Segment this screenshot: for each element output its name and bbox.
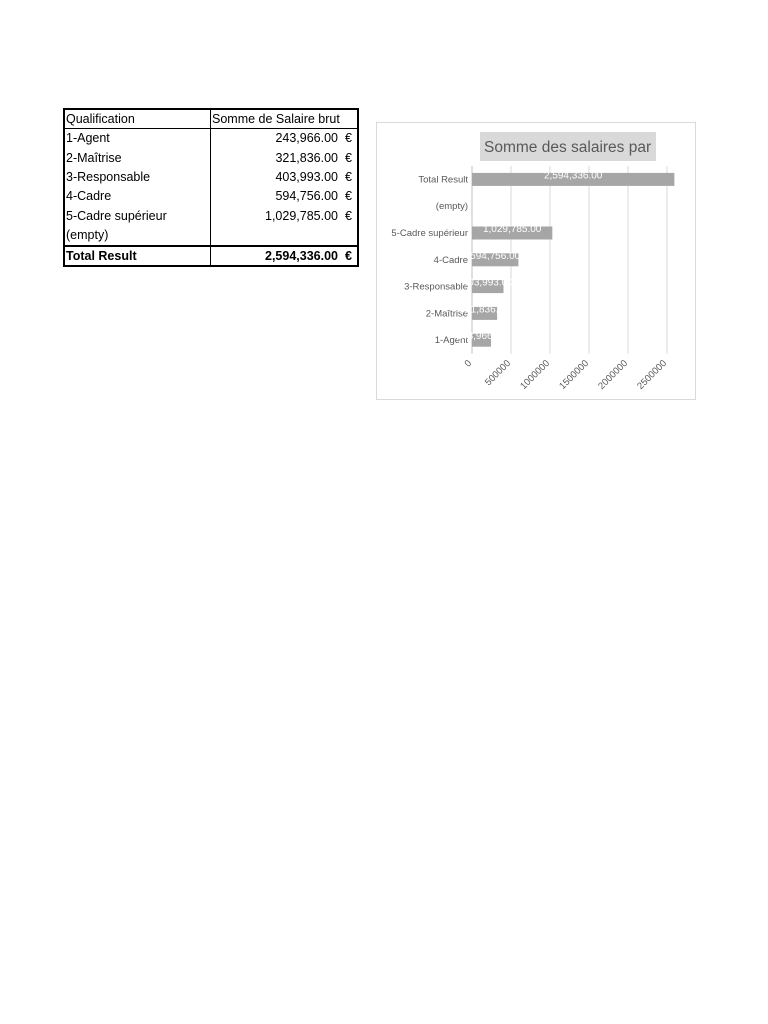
total-value: 2,594,336.00 € [265, 248, 352, 263]
row-value: 403,993.00 € [275, 169, 352, 184]
row-value: 243,966.00 € [275, 131, 352, 146]
category-label: (empty) [435, 201, 468, 213]
table-row [65, 207, 357, 226]
data-label: 403,993.00 [462, 277, 513, 289]
header-qualification: Qualification [65, 110, 211, 128]
category-label: 3-Responsable [404, 281, 468, 293]
x-tick-label: 1000000 [518, 357, 553, 392]
row-label: 2-Maîtrise [65, 148, 211, 167]
table-row [65, 187, 357, 206]
category-label: Total Result [418, 174, 468, 186]
x-tick-label: 500000 [482, 357, 514, 389]
total-label: Total Result [65, 247, 211, 265]
table-row [65, 226, 357, 245]
data-label: 243,966.00 [456, 331, 507, 343]
x-tick-label: 1500000 [557, 357, 592, 392]
header-salary-sum: Somme de Salaire brut [212, 111, 340, 126]
category-label: 2-Maîtrise [425, 308, 468, 320]
row-label: 3-Responsable [65, 168, 211, 187]
data-label: 2,594,336.00 [543, 170, 603, 182]
row-value [211, 226, 357, 245]
chart-svg [376, 122, 670, 401]
data-label: 321,836.00 [459, 304, 510, 316]
chart-title: Somme des salaires par [484, 139, 652, 156]
table-header-row [65, 110, 357, 129]
x-tick-label: 2000000 [596, 357, 631, 392]
category-label: 5-Cadre supérieur [391, 228, 468, 239]
row-value: 1,029,785.00 € [265, 208, 352, 223]
table-row [65, 148, 357, 167]
salary-bar-chart[interactable] [376, 122, 670, 401]
row-value: 321,836.00 € [275, 150, 352, 165]
row-label: 1-Agent [65, 129, 211, 148]
category-label: 4-Cadre [433, 254, 468, 266]
pivot-table [63, 108, 359, 267]
row-value: 594,756.00 € [275, 189, 352, 204]
row-label: 5-Cadre supérieur [65, 207, 211, 226]
x-tick-label: 0 [462, 357, 475, 370]
table-total-row [65, 245, 357, 265]
row-label: 4-Cadre [65, 187, 211, 206]
category-label: 1-Agent [434, 335, 468, 347]
data-label: 1,029,785.00 [482, 224, 542, 235]
table-row [65, 129, 357, 148]
table-row [65, 168, 357, 187]
data-label: 594,756.00 [470, 250, 521, 262]
x-tick-label: 2500000 [635, 357, 670, 392]
row-label: (empty) [65, 226, 211, 245]
